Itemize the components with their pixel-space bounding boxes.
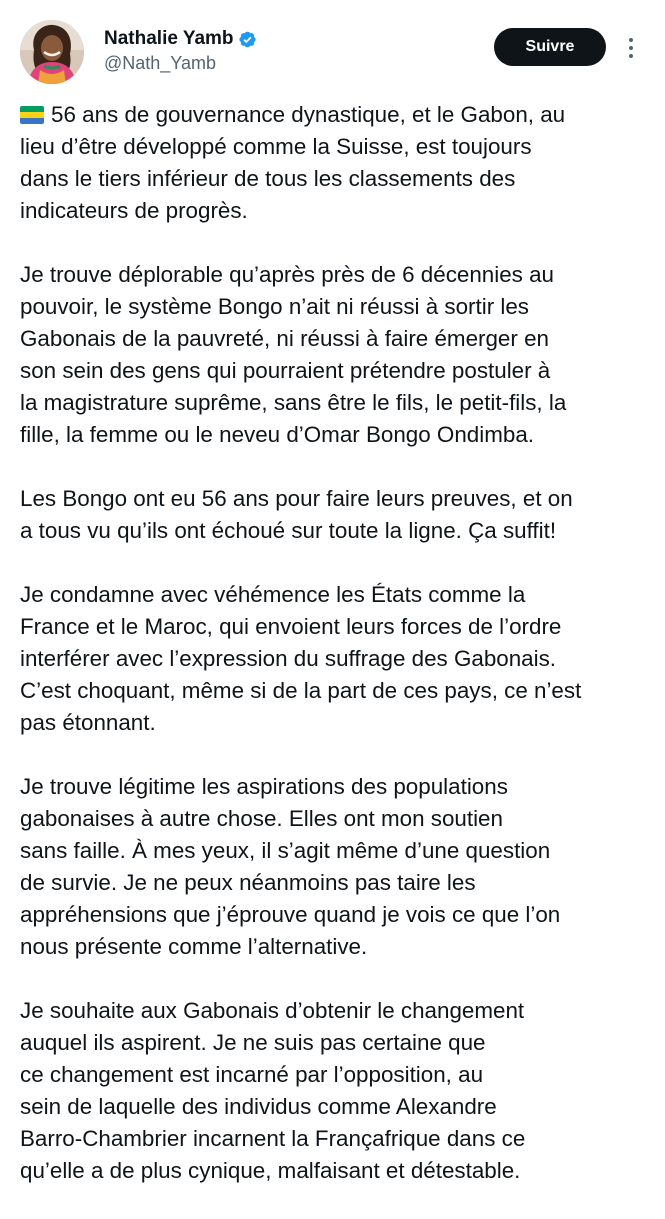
tweet-text-line: son sein des gens qui pourraient prétendre postuler à [20, 358, 551, 383]
avatar[interactable] [20, 20, 84, 84]
tweet-header [20, 20, 645, 86]
tweet-text [20, 99, 650, 1219]
tweet-text-line: qu’elle a de plus cynique, malfaisant et détestable. [20, 1158, 521, 1183]
tweet-paragraph [20, 259, 650, 451]
tweet-text-line: de survie. Je ne peux néanmoins pas taire les [20, 870, 476, 895]
tweet-text-segment: 56 ans de gouvernance dynastique, et le Gabon, au [51, 102, 566, 127]
tweet-paragraph [20, 99, 650, 227]
tweet-text-line: indicateurs de progrès. [20, 198, 248, 223]
tweet-text-line: France et le Maroc, qui envoient leurs forces de l’ordre [20, 614, 562, 639]
tweet-text-line: Les Bongo ont eu 56 ans pour faire leurs preuves, et on [20, 486, 573, 511]
tweet-text-line: auquel ils aspirent. Je ne suis pas certaine que [20, 1030, 486, 1055]
tweet-text-line: Je condamne avec véhémence les États comme la [20, 582, 526, 607]
tweet-paragraph [20, 771, 650, 963]
tweet-paragraph [20, 995, 650, 1187]
more-options-icon[interactable] [624, 35, 638, 61]
tweet-text-line: lieu d’être développé comme la Suisse, est toujours [20, 134, 532, 159]
author-names [104, 28, 257, 74]
tweet-text-line: la magistrature suprême, sans être le fils, le petit-fils, la [20, 390, 567, 415]
tweet-text-line: gabonaises à autre chose. Elles ont mon soutien [20, 806, 503, 831]
tweet-text-line: pouvoir, le système Bongo n’ait ni réussi à sortir les [20, 294, 530, 319]
tweet-text-line [20, 99, 650, 131]
tweet-text-line: appréhensions que j’éprouve quand je vois ce que l’on [20, 902, 561, 927]
tweet-text-line: Gabonais de la pauvreté, ni réussi à faire émerger en [20, 326, 549, 351]
display-name[interactable]: Nathalie Yamb [104, 28, 234, 49]
tweet-text-line: sein de laquelle des individus comme Alexandre [20, 1094, 497, 1119]
tweet-text-line: pas étonnant. [20, 710, 156, 735]
author-handle[interactable]: @Nath_Yamb [104, 53, 216, 73]
tweet-text-line: nous présente comme l’alternative. [20, 934, 368, 959]
tweet-paragraph [20, 483, 650, 547]
verified-badge-icon [238, 30, 257, 49]
tweet-text-line: C’est choquant, même si de la part de ces pays, ce n’est [20, 678, 582, 703]
tweet-text-line: dans le tiers inférieur de tous les classements des [20, 166, 516, 191]
display-name-row [104, 28, 257, 50]
profile-photo-icon [20, 20, 84, 84]
tweet-text-line: Barro-Chambrier incarnent la Françafrique dans ce [20, 1126, 526, 1151]
tweet-text-line: a tous vu qu’ils ont échoué sur toute la ligne. Ça suffit! [20, 518, 557, 543]
tweet-text-line: Je souhaite aux Gabonais d’obtenir le changement [20, 998, 525, 1023]
tweet-text-line: Je trouve déplorable qu’après près de 6 décennies au [20, 262, 555, 287]
tweet-paragraph [20, 579, 650, 739]
gabon-flag-icon [20, 106, 44, 124]
tweet-text-line: sans faille. À mes yeux, il s’agit même d’une question [20, 838, 551, 863]
tweet-text-line: fille, la femme ou le neveu d’Omar Bongo Ondimba. [20, 422, 535, 447]
tweet-text-line: Je trouve légitime les aspirations des populations [20, 774, 508, 799]
tweet-text-line: interférer avec l’expression du suffrage des Gabonais. [20, 646, 557, 671]
follow-button[interactable]: Suivre [494, 28, 606, 66]
tweet-text-line: ce changement est incarné par l’opposition, au [20, 1062, 484, 1087]
